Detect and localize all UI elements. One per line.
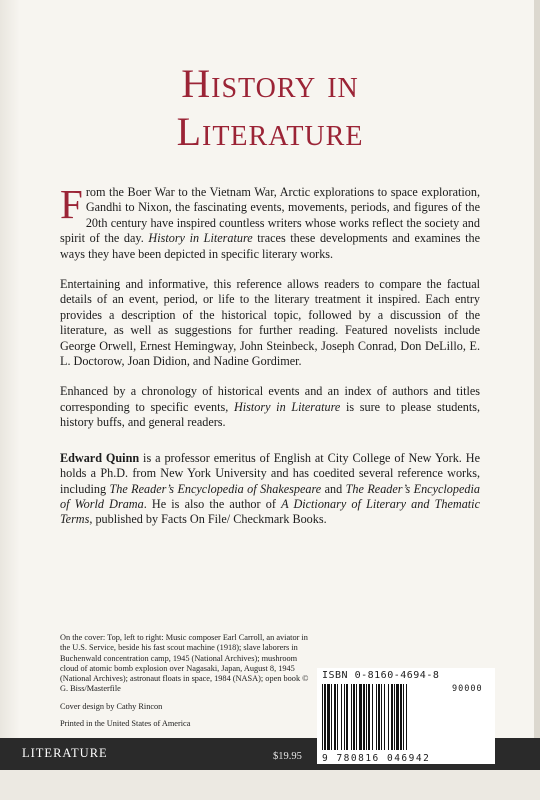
bio-work-2: The Reader’s Encyclopedia of World Drama [60, 481, 480, 511]
paragraph-1 [60, 181, 480, 262]
cover-credits [60, 633, 315, 736]
bio-text-1: is a professor emeritus of English at City College of New York. He holds a Ph.D. from New York University and has coedited several reference works, including [60, 450, 480, 496]
bio-work-3: A Dictionary of Literary and Thematic Terms [60, 496, 480, 527]
isbn: ISBN 0-8160-4694-8 [322, 670, 440, 681]
author-name: Edward Quinn [60, 450, 140, 465]
category-label: LITERATURE [22, 746, 108, 760]
title-line-1: History in [181, 61, 359, 106]
book-title [40, 60, 500, 156]
printed-in: Printed in the United States of America [60, 719, 191, 729]
cover-left-edge [0, 0, 20, 800]
bio-text-2: . He is also the author of [143, 496, 282, 511]
paragraph-2: Entertaining and informative, this reference allows readers to compare the factual details of an event, period, or life to the literary treatment it inspired. Each entry provides a description of the historical topic, followed by a discussion of the literature, as well as suggestions for further reading. Featured novelists include George Orwell, Ernest Hemingway, John Steinbeck, Joseph Conrad, Don DeLillo, E. L. Doctorow, Joan Didion, and Nadine Gordimer. [60, 277, 480, 369]
cover-note: On the cover: Top, left to right: Music composer Earl Carroll, an aviator in the U.S. Service, beside his fast scout machine (1918); slave laborers in Buchenwald concentration camp, 1945 (National Archives); mushroom cloud of atomic bomb explosion over Nagasaki, Japan, August 8, 1945 (National Archives); astronaut floats in space, 1984 (NASA); open book © G. Biss/Masterfile [60, 633, 309, 694]
cover-right-edge [534, 0, 540, 800]
paragraph-1-end: traces these developments and examines the ways they have been depicted in specific literary works. [60, 231, 480, 261]
drop-cap: F [60, 181, 83, 227]
author-bio [60, 451, 480, 528]
paragraph-3-end: is sure to please students, history buffs, and general readers. [60, 399, 480, 430]
ean-number: 9 780816 046942 [322, 753, 431, 764]
bottom-strip [0, 770, 540, 800]
bio-and: and [321, 481, 346, 496]
bio-text-3: , published by Facts On File/ Checkmark Books. [89, 512, 327, 527]
cover-design-credit: Cover design by Cathy Rincon [60, 701, 163, 711]
price: $19.95 [273, 751, 302, 762]
description [60, 181, 480, 543]
price-code: 90000 [452, 684, 483, 694]
paragraph-1-title: History in Literature [148, 231, 253, 246]
barcode-icon [322, 684, 447, 752]
paragraph-3 [60, 384, 480, 430]
paragraph-3-text: Enhanced by a chronology of historical events and an index of authors and titles corresponding to specific events, [60, 384, 480, 414]
bio-work-1: The Reader’s Encyclopedia of Shakespeare [109, 481, 322, 496]
paragraph-3-title: History in Literature [233, 399, 341, 414]
paragraph-1-text: rom the Boer War to the Vietnam War, Arctic explorations to space exploration, Gandhi to Nixon, the fascinating events, movements, periods, and figures of the 20th century have inspired countless writers whose works reflect the society and spirit of the day. [60, 185, 480, 246]
title-line-2: Literature [176, 109, 364, 154]
